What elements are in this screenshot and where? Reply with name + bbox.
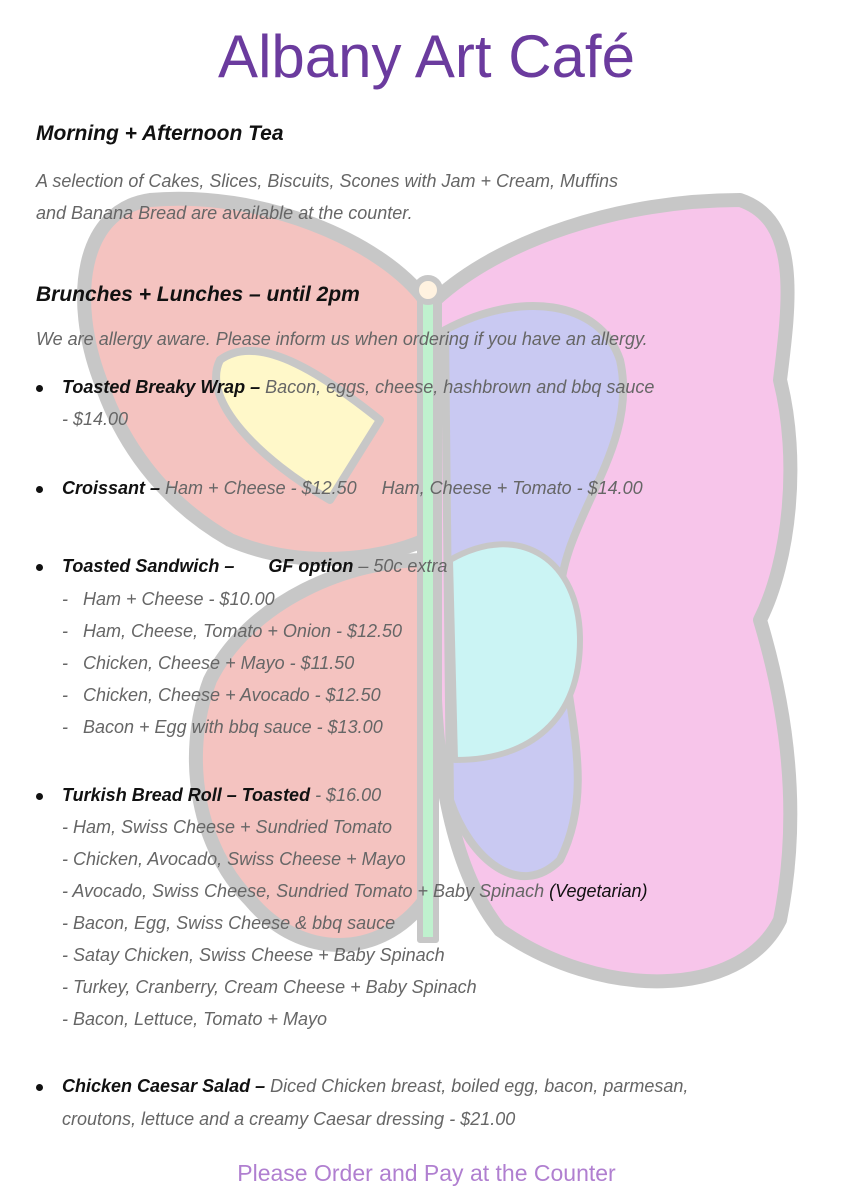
- turkish-option: - Bacon, Lettuce, Tomato + Mayo: [62, 1009, 327, 1029]
- option-text: - Avocado, Swiss Cheese, Sundried Tomato + Baby Spinach: [62, 881, 545, 901]
- vegetarian-label: (Vegetarian): [544, 881, 648, 901]
- item-price: - $16.00: [310, 785, 382, 805]
- menu-item-sandwich: [62, 556, 447, 577]
- brunch-heading: Brunches + Lunches – until 2pm: [36, 283, 360, 306]
- item-desc: Ham + Cheese - $12.50 Ham, Cheese + Tomato - $14.00: [160, 478, 643, 498]
- sandwich-option: - Bacon + Egg with bbq sauce - $13.00: [62, 717, 383, 737]
- menu-item-caesar: [62, 1076, 688, 1097]
- turkish-option: - Bacon, Egg, Swiss Cheese & bbq sauce: [62, 913, 396, 933]
- turkish-option: - Chicken, Avocado, Swiss Cheese + Mayo: [62, 849, 406, 869]
- turkish-option: - Ham, Swiss Cheese + Sundried Tomato: [62, 817, 392, 837]
- bullet: [36, 486, 43, 493]
- gf-extra: – 50c extra: [353, 556, 448, 576]
- item-desc: Bacon, eggs, cheese, hashbrown and bbq sauce: [260, 377, 655, 397]
- sandwich-option: - Chicken, Cheese + Mayo - $11.50: [62, 653, 355, 673]
- gf-option: GF option: [268, 556, 354, 576]
- item-name: Toasted Breaky Wrap –: [62, 377, 261, 397]
- menu-item-turkish: [62, 785, 381, 806]
- bullet: [36, 793, 43, 800]
- turkish-option: - Turkey, Cranberry, Cream Cheese + Baby Spinach: [62, 977, 477, 997]
- sandwich-option: - Ham + Cheese - $10.00: [62, 589, 275, 609]
- item-desc: Diced Chicken breast, boiled egg, bacon, parmesan,: [265, 1076, 689, 1096]
- morning-tea-heading: Morning + Afternoon Tea: [36, 122, 284, 145]
- bullet: [36, 1084, 43, 1091]
- item-price: - $14.00: [62, 409, 129, 429]
- item-name: Turkish Bread Roll – Toasted: [62, 785, 311, 805]
- footer-note: Please Order and Pay at the Counter: [237, 1160, 616, 1186]
- turkish-option: - Satay Chicken, Swiss Cheese + Baby Spinach: [62, 945, 445, 965]
- page-title: Albany Art Café: [218, 23, 635, 90]
- sandwich-option: - Ham, Cheese, Tomato + Onion - $12.50: [62, 621, 403, 641]
- bullet: [36, 564, 43, 571]
- menu-item-wrap: [62, 377, 654, 398]
- item-desc-continued: croutons, lettuce and a creamy Caesar dressing - $21.00: [62, 1109, 516, 1129]
- turkish-option: [62, 881, 648, 902]
- menu-item-croissant: [62, 478, 643, 499]
- allergy-note: We are allergy aware. Please inform us when ordering if you have an allergy.: [36, 329, 648, 349]
- item-name: Croissant –: [62, 478, 161, 498]
- item-name: Chicken Caesar Salad –: [62, 1076, 266, 1096]
- sandwich-option: - Chicken, Cheese + Avocado - $12.50: [62, 685, 381, 705]
- item-name: Toasted Sandwich –: [62, 556, 235, 576]
- bullet: [36, 385, 43, 392]
- morning-tea-line: and Banana Bread are available at the counter.: [36, 203, 413, 223]
- morning-tea-line: A selection of Cakes, Slices, Biscuits, Scones with Jam + Cream, Muffins: [36, 171, 619, 191]
